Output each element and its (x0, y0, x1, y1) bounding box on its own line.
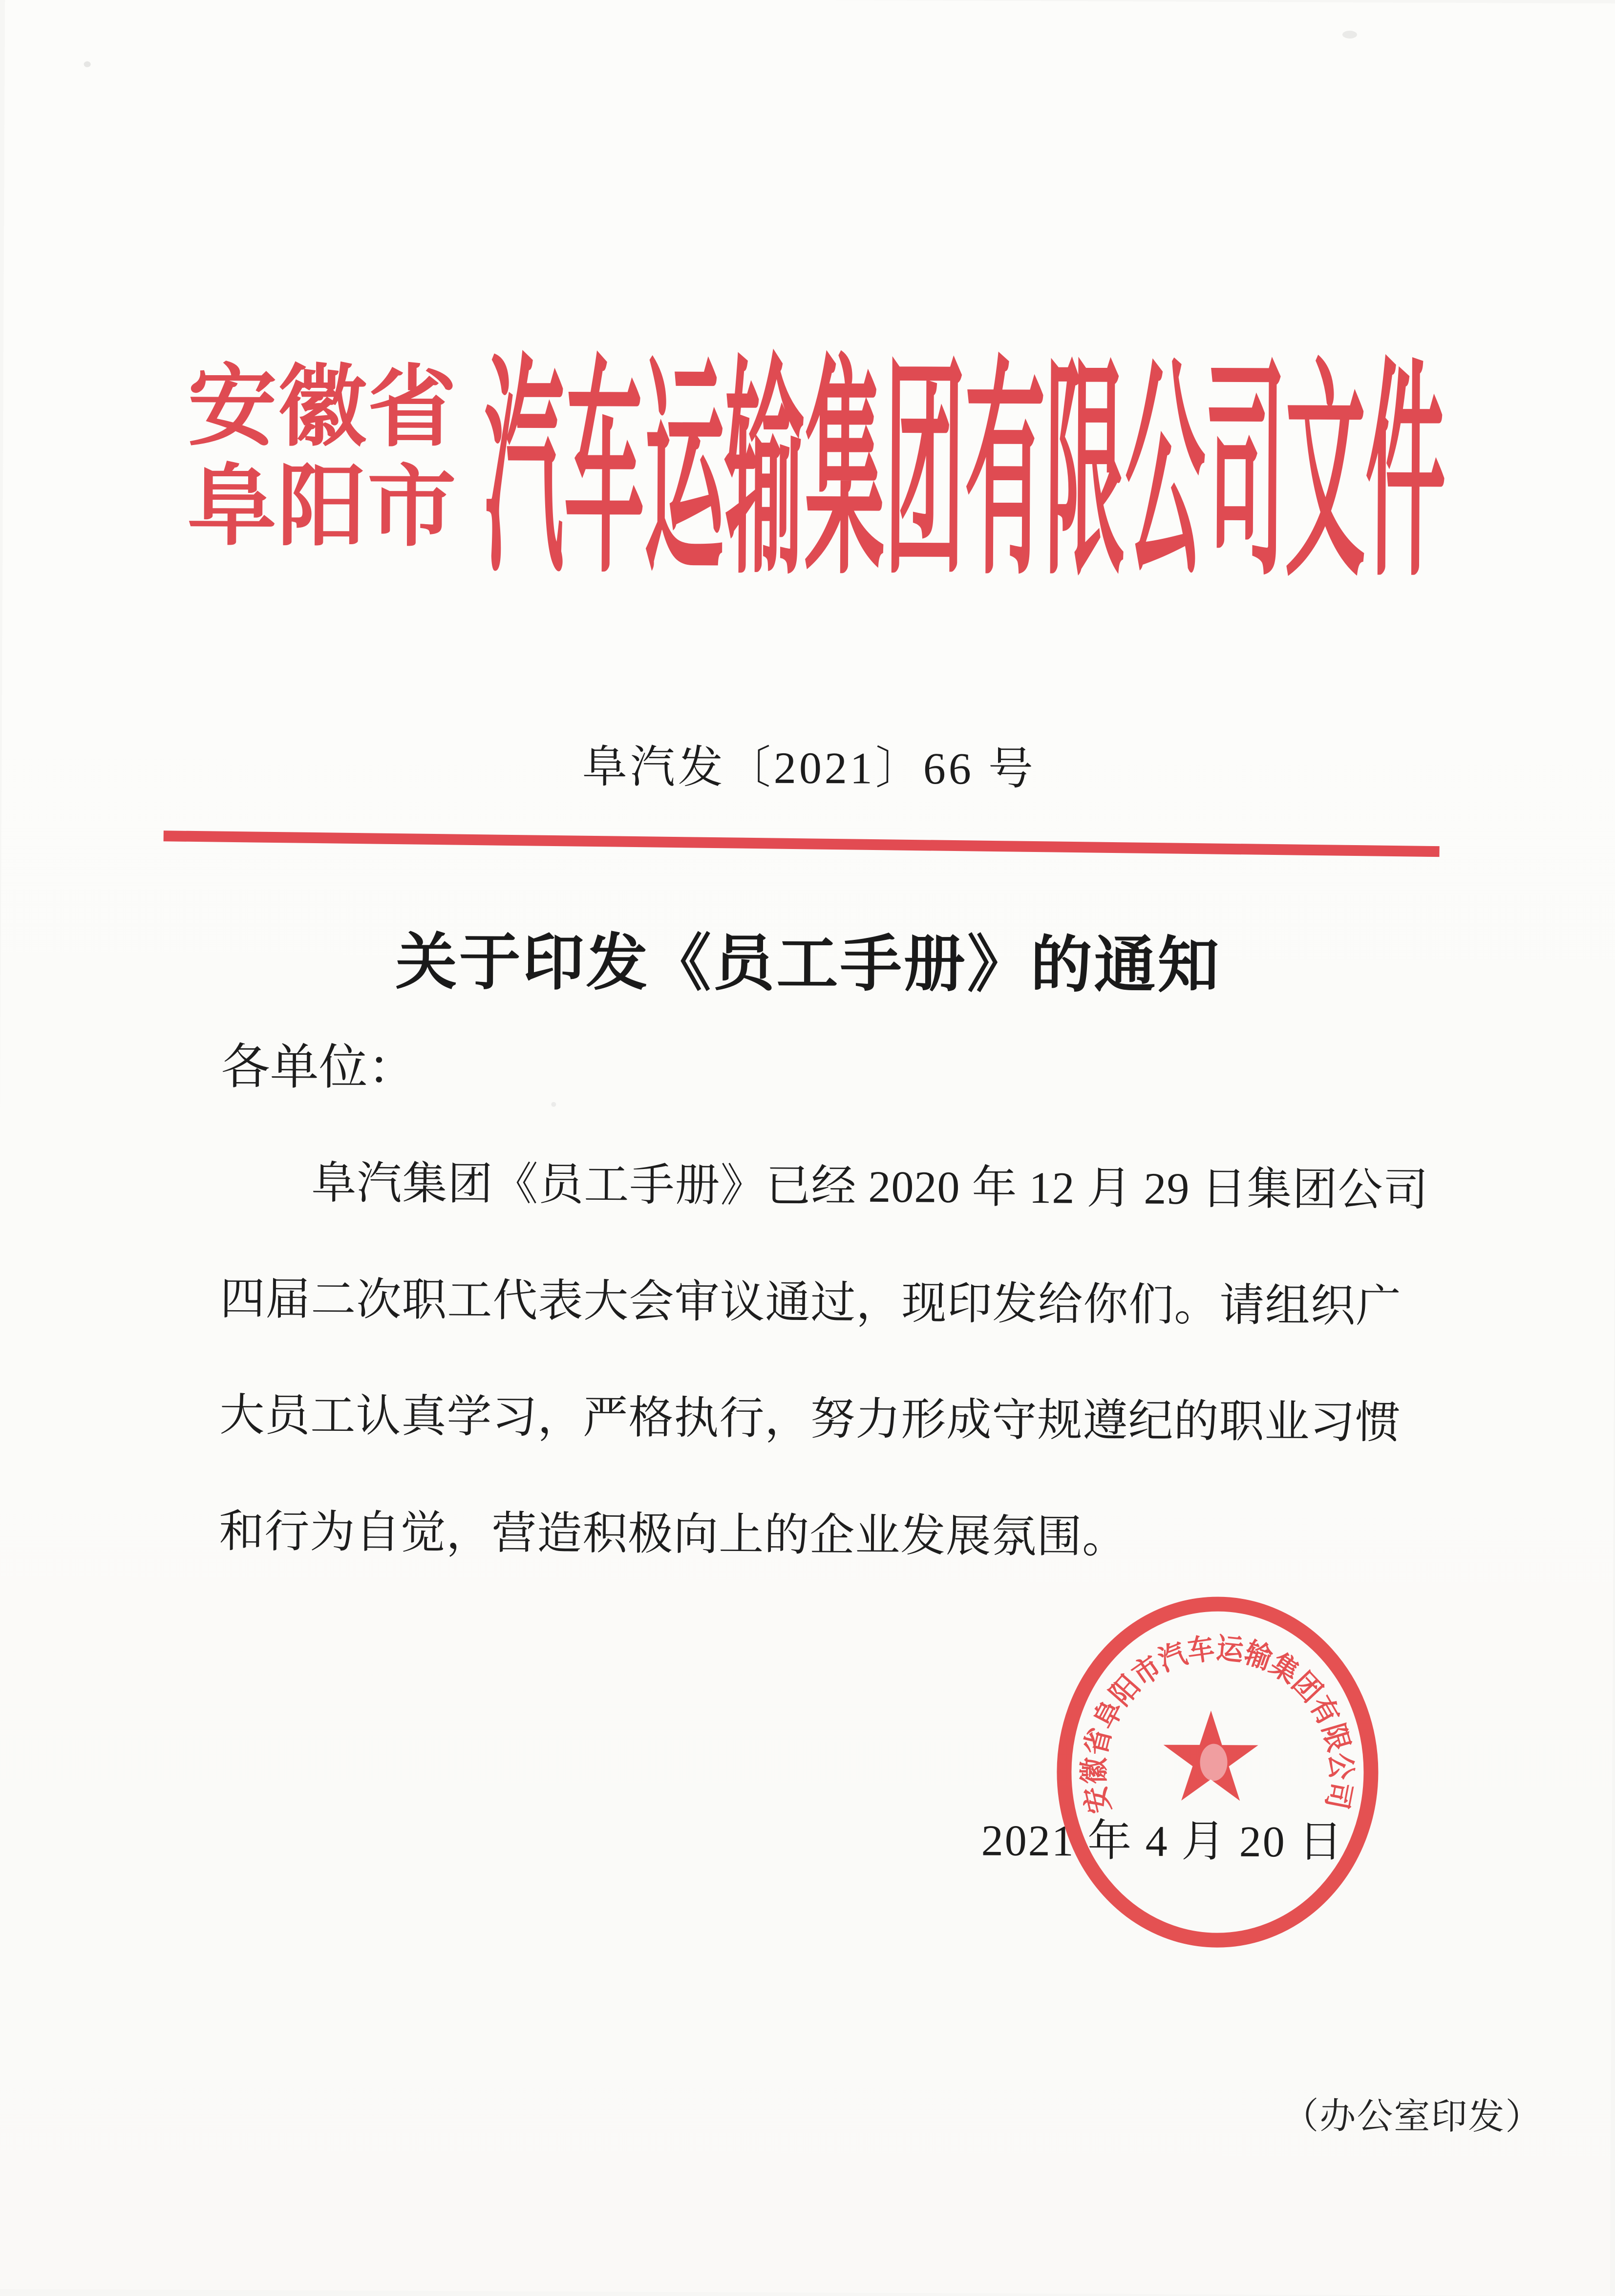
body-line-2: 四届二次职工代表大会审议通过，现印发给你们。请组织广 (220, 1274, 1402, 1332)
doc-number: 阜汽发〔2021〕66 号 (582, 742, 1037, 794)
footer-note: （办公室印发） (1282, 2096, 1543, 2138)
scan-speck (551, 1102, 556, 1107)
seal-star-ink-void (1200, 1744, 1227, 1781)
issue-date: 2021 年 4 月 20 日 (981, 1816, 1344, 1867)
official-seal (1048, 1590, 1387, 1955)
letterhead-region (187, 358, 458, 558)
letterhead-region-line1: 安徽省 (188, 358, 458, 458)
seal-ring-text: 安徽省阜阳市汽车运输集团有限公司 (1078, 1632, 1358, 1817)
letterhead-org-title: 汽车运输集团有限公司文件 (483, 344, 1446, 605)
letterhead-region-line2: 阜阳市 (187, 458, 458, 557)
body-line-1: 阜汽集团《员工手册》已经 2020 年 12 月 29 日集团公司 (311, 1158, 1429, 1215)
body-line-4: 和行为自觉，营造积极向上的企业发展氛围。 (219, 1506, 1128, 1562)
svg-text:安徽省阜阳市汽车运输集团有限公司 (1078, 1632, 1358, 1818)
scan-speck (84, 62, 91, 67)
notice-title: 关于印发《员工手册》的通知 (395, 929, 1221, 1000)
red-divider (164, 830, 1440, 857)
scan-speck (1342, 31, 1357, 39)
salutation: 各单位： (221, 1040, 417, 1095)
body-line-3: 大员工认真学习，严格执行，努力形成守规遵纪的职业习惯 (219, 1390, 1401, 1448)
